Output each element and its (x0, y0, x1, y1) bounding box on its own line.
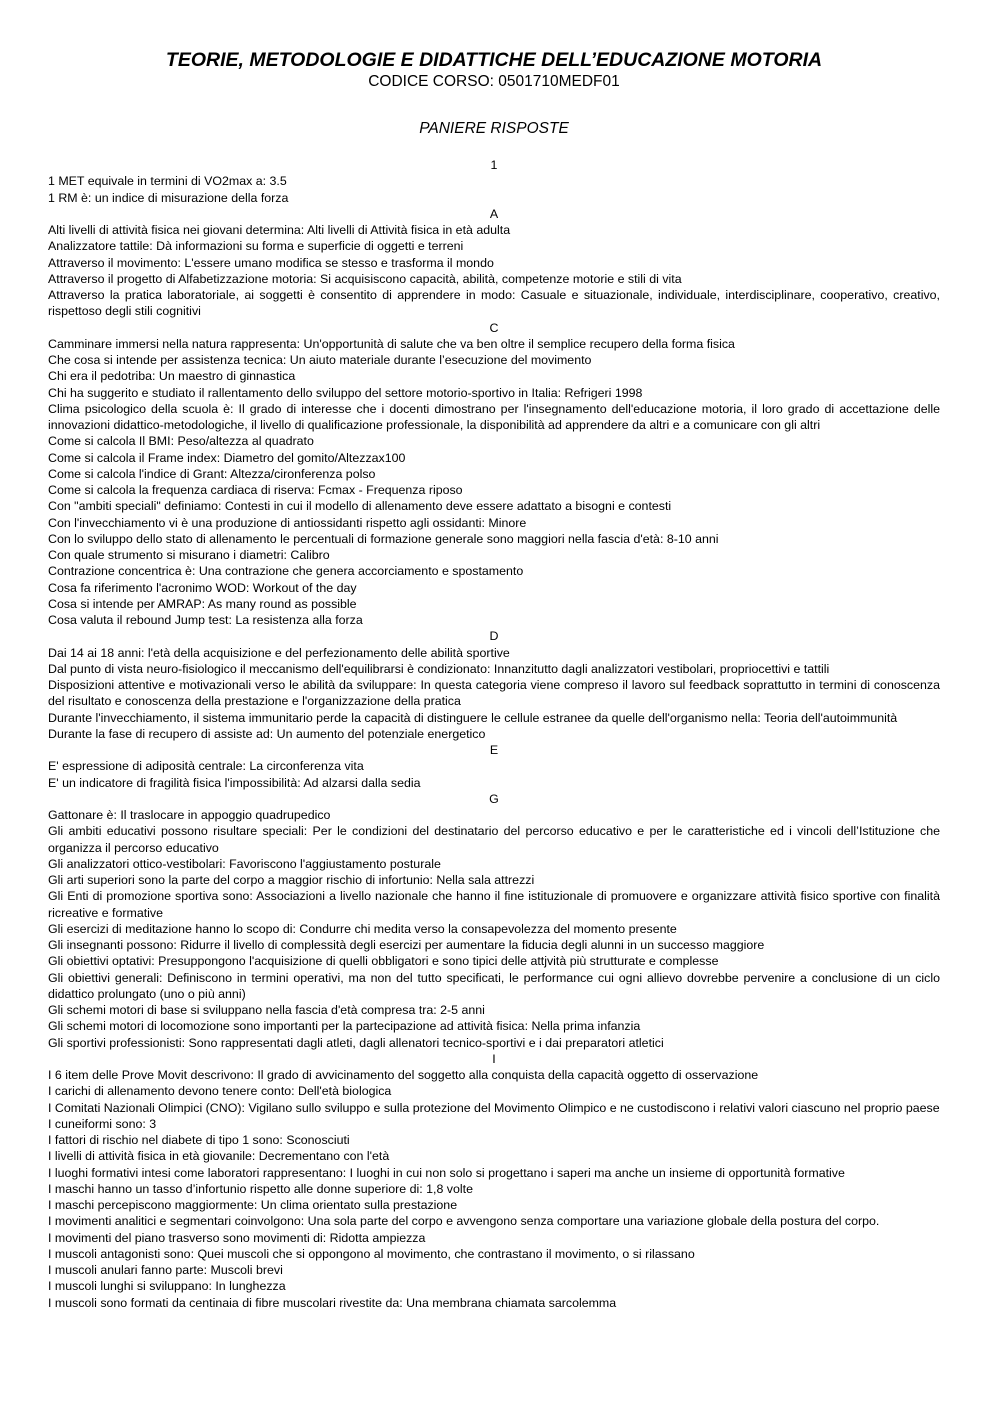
section-letter: G (489, 791, 499, 806)
answer-entry: Gli insegnanti possono: Ridurre il livello di complessità degli esercizi per aumentare la fiducia degli alunni in un successo maggiore (48, 938, 765, 952)
section-letter: C (489, 320, 499, 335)
answer-entry: I carichi di allenamento devono tenere conto: Dell'età biologica (48, 1084, 392, 1099)
answer-list (48, 157, 940, 1311)
answer-entry: Gli schemi motori di locomozione sono importanti per la partecipazione ad attività fisica: Nella prima infanzia (48, 1019, 641, 1034)
section-letter: D (489, 629, 499, 644)
answer-entry: Chi ha suggerito e studiato il rallentamento dello sviluppo del settore motorio-sportivo in Italia: Refrigeri 1998 (48, 385, 643, 400)
answer-entry: I movimenti analitici e segmentari coinvolgono: Una sola parte del corpo e avvengono senza comportare una variazione globale della postura del corpo. (48, 1214, 880, 1229)
answer-entry: Attraverso la pratica laboratoriale, ai soggetti è consentito di apprendere in modo: Casuale e situazionale, individuale, interdisciplinare, cooperativo, creativo, rispettoso degli stili cognitivi (48, 288, 940, 319)
answer-entry: Gli schemi motori di base si sviluppano nella fascia d'età compresa tra: 2-5 anni (48, 1003, 485, 1017)
answer-entry: Gli arti superiori sono la parte del corpo a maggior rischio di infortunio: Nella sala attrezzi (48, 873, 535, 887)
answer-entry: Alti livelli di attività fisica nei giovani determina: Alti livelli di Attività fisica in età adulta (48, 223, 511, 237)
answer-entry: E' espressione di adiposità centrale: La circonferenza vita (48, 759, 364, 774)
section-letter: 1 (490, 158, 498, 172)
answer-entry: Come si calcola il Frame index: Diametro del gomito/Altezzax100 (48, 450, 406, 465)
answer-entry: Gli obiettivi generali: Definiscono in termini operativi, ma non del tutto specificati, le performance cui ogni allievo dovrebbe pervenire a conclusione di un ciclo didattico prolungato (uno o più anni) (48, 970, 940, 1001)
answer-entry: Con l'invecchiamento vi è una produzione di antiossidanti rispetto agli ossidanti: Minore (48, 515, 527, 530)
answer-entry: Gli analizzatori ottico-vestibolari: Favoriscono l'aggiustamento posturale (48, 856, 441, 871)
answer-entry: Contrazione concentrica è: Una contrazione che genera accorciamento e spostamento (48, 564, 524, 579)
answer-entry: I muscoli antagonisti sono: Quei muscoli che si oppongono al movimento, che contrastano il movimento, o si rilassano (48, 1246, 695, 1261)
answer-entry: Attraverso il progetto di Alfabetizzazione motoria: Si acquisiscono capacità, abilità, competenze motorie e stili di vita (48, 271, 682, 286)
answer-entry: Durante l'invecchiamento, il sistema immunitario perde la capacità di distinguere le cellule estranee da quelle dell'organismo nella: Teoria dell'autoimmunità (48, 710, 898, 725)
answer-entry: I movimenti del piano trasverso sono movimenti di: Ridotta ampiezza (48, 1230, 426, 1245)
answer-entry: Cosa valuta il rebound Jump test: La resistenza alla forza (48, 613, 363, 627)
answer-entry: Come si calcola l'indice di Grant: Altezza/cironferenza polso (48, 466, 376, 481)
answer-entry: Che cosa si intende per assistenza tecnica: Un aiuto materiale durante l’esecuzione del movimento (48, 353, 592, 367)
answer-entry: Come si calcola la frequenza cardiaca di riserva: Fcmax - Frequenza riposo (48, 483, 463, 497)
answer-entry: Cosa si intende per AMRAP: As many round as possible (48, 596, 357, 611)
section-letter: I (492, 1051, 496, 1066)
answer-entry: Durante la fase di recupero di assiste ad: Un aumento del potenziale energetico (48, 726, 486, 741)
answer-entry: I muscoli sono formati da centinaia di fibre muscolari rivestite da: Una membrana chiamata sarcolemma (48, 1295, 617, 1310)
answer-entry: Con quale strumento si misurano i diametri: Calibro (48, 548, 330, 562)
answer-entry: Gli esercizi di meditazione hanno lo scopo di: Condurre chi medita verso la consapevolezza del momento presente (48, 921, 677, 936)
document-subtitle: PANIERE RISPOSTE (419, 120, 569, 137)
answer-entry: I livelli di attività fisica in età giovanile: Decrementano con l'età (48, 1149, 390, 1164)
answer-entry: Attraverso il movimento: L'essere umano modifica se stesso e trasforma il mondo (48, 255, 494, 270)
answer-entry: I muscoli anulari fanno parte: Muscoli brevi (48, 1263, 283, 1277)
answer-entry: E' un indicatore di fragilità fisica l'impossibilità: Ad alzarsi dalla sedia (48, 775, 421, 790)
answer-entry: Gli obiettivi optativi: Presuppongono l'acquisizione di quelli obbligatori e sono tipici delle attjvità più strutturate e complesse (48, 954, 719, 969)
answer-entry: Con lo sviluppo dello stato di allenamento le percentuali di formazione generale sono maggiori nella fascia d'età: 8-10 anni (48, 531, 719, 546)
answer-entry: I maschi hanno un tasso d’infortunio rispetto alle donne superiore di: 1,8 volte (48, 1181, 473, 1196)
answer-entry: Dai 14 ai 18 anni: l'età della acquisizione e del perfezionamento delle abilità sportive (48, 645, 510, 660)
answer-entry: Gattonare è: Il traslocare in appoggio quadrupedico (48, 808, 331, 822)
answer-entry: Analizzatore tattile: Dà informazioni su forma e superficie di oggetti e terreni (48, 239, 464, 254)
answer-entry: Dal punto di vista neuro-fisiologico il meccanismo dell'equilibrarsi è condizionato: Innanzitutto dagli analizzatori vestibolari, propriocettivi e tattili (48, 661, 830, 676)
answer-entry: Con "ambiti speciali" definiamo: Contesti in cui il modello di allenamento deve essere adattato a bisogni e contesti (48, 499, 672, 514)
answer-entry: Gli ambiti educativi possono risultare speciali: Per le condizioni del destinatario del percorso educativo e per le caratteristiche ed i vincoli dell’Istituzione che organizza il percorso educativo (48, 824, 940, 855)
answer-entry: I 6 item delle Prove Movit descrivono: Il grado di avvicinamento del soggetto alla conquista della capacità oggetto di osservazione (48, 1068, 759, 1082)
answer-entry: I luoghi formativi intesi come laboratori rappresentano: I luoghi in cui non solo si progettano i saperi ma anche un insieme di opportunità formative (48, 1165, 845, 1180)
answer-entry: I Comitati Nazionali Olimpici (CNO): Vigilano sullo sviluppo e sulla protezione del Movimento Olimpico e ne custodiscono i relativi valori ciascuno nel proprio paese (48, 1100, 940, 1115)
answer-entry: Gli sportivi professionisti: Sono rappresentati dagli atleti, dagli allenatori tecnico-sportivi e i dai preparatori atletici (48, 1035, 664, 1050)
answer-entry: Cosa fa riferimento l'acronimo WOD: Workout of the day (48, 580, 357, 595)
answer-entry: Clima psicologico della scuola è: Il grado di interesse che i docenti dimostrano per l'insegnamento dell'educazione motoria, il loro grado di accettazione delle innovazioni didattico-metodologiche, il livello di qualificazione professionale, la disponibilità ad apprendere da altri e a comunicare con gli altri (48, 401, 940, 432)
answer-entry: Gli Enti di promozione sportiva sono: Associazioni a livello nazionale che hanno il fine istituzionale di promuovere e organizzare attività fisico sportive con finalità ricreative e formative (48, 889, 940, 920)
document-title: TEORIE, METODOLOGIE E DIDATTICHE DELL’EDUCAZIONE MOTORIA (165, 49, 823, 71)
course-code: CODICE CORSO: 0501710MEDF01 (368, 73, 620, 90)
answer-entry: 1 RM è: un indice di misurazione della forza (48, 190, 289, 205)
answer-entry: I muscoli lunghi si sviluppano: In lunghezza (48, 1279, 286, 1294)
answer-entry: I maschi percepiscono maggiormente: Un clima orientato sulla prestazione (48, 1198, 458, 1212)
answer-entry: I cuneiformi sono: 3 (48, 1116, 157, 1131)
answer-entry: Camminare immersi nella natura rappresenta: Un'opportunità di salute che va ben oltre il semplice recupero della forma fisica (48, 336, 735, 351)
section-letter: E (489, 743, 499, 757)
answer-entry: I fattori di rischio nel diabete di tipo 1 sono: Sconosciuti (48, 1133, 350, 1147)
answer-entry: 1 MET equivale in termini di VO2max a: 3.5 (48, 174, 287, 189)
answer-entry: Disposizioni attentive e motivazionali verso le abilità da sviluppare: In questa categoria viene compreso il lavoro sul feedback soprattutto in termini di conoscenza del risultato e conoscenza della prestazione e l'organizzazione della pratica (48, 678, 940, 709)
answer-entry: Come si calcola Il BMI: Peso/altezza al quadrato (48, 434, 314, 449)
document-page (48, 48, 940, 1311)
section-letter: A (489, 206, 499, 221)
answer-entry: Chi era il pedotriba: Un maestro di ginnastica (48, 369, 296, 384)
